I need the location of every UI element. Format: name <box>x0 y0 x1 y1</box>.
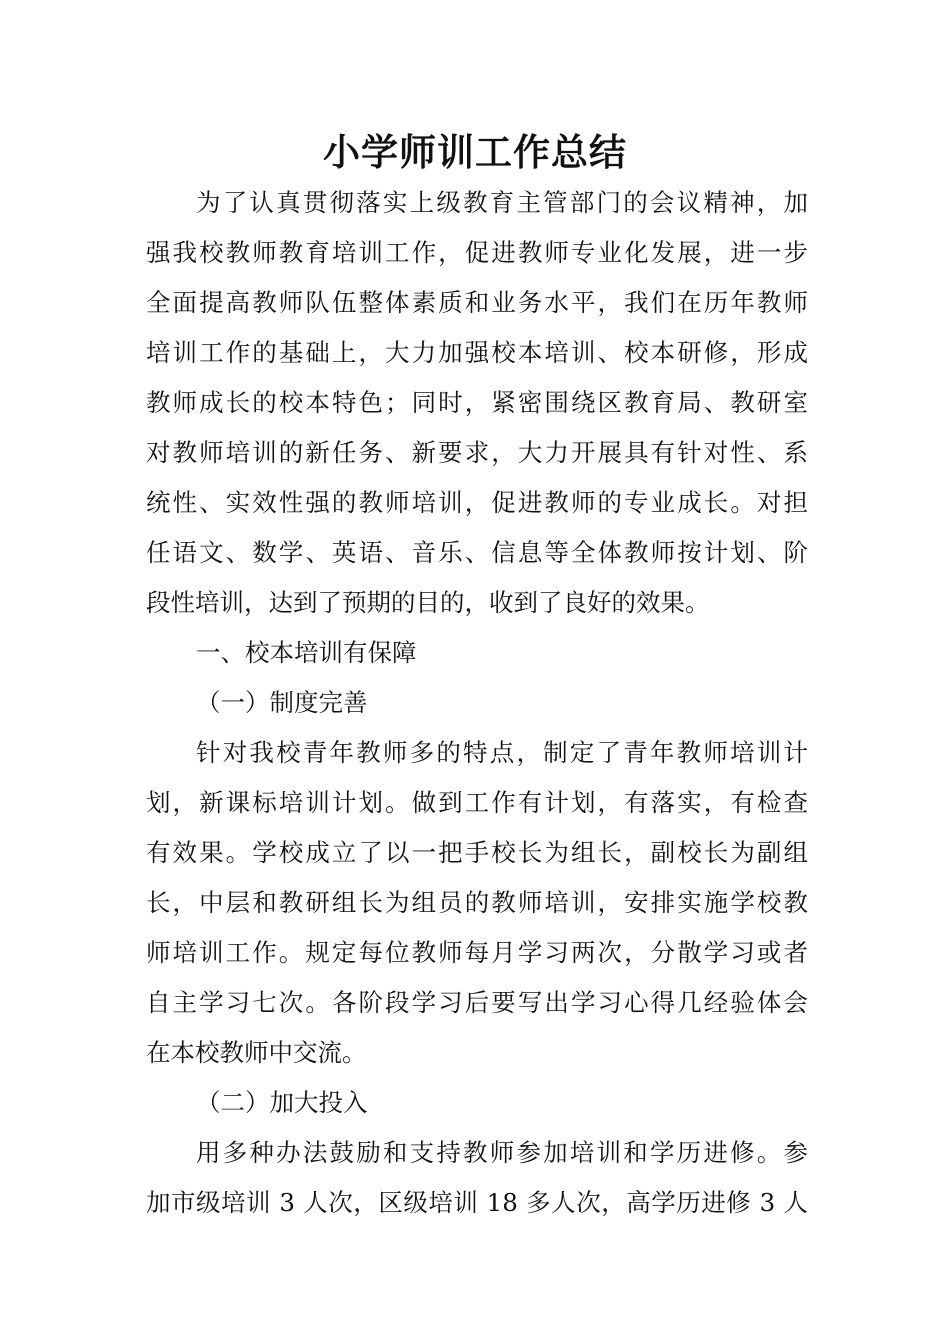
paragraph-2-line: 长，中层和教研组长为组员的教师培训，安排实施学校教 <box>146 888 808 917</box>
paragraph-2-line: 自主学习七次。各阶段学习后要写出学习心得几经验体会 <box>146 988 808 1017</box>
paragraph-1-line: 教师成长的校本特色；同时，紧密围绕区教育局、教研室 <box>146 388 808 417</box>
paragraph-2-line: 师培训工作。规定每位教师每月学习两次，分散学习或者 <box>146 938 808 967</box>
document-title: 小学师训工作总结 <box>323 130 627 174</box>
document-body <box>146 178 808 1228</box>
paragraph-1-line: 培训工作的基础上，大力加强校本培训、校本研修，形成 <box>146 338 808 367</box>
paragraph-1-line: 强我校教师教育培训工作，促进教师专业化发展，进一步 <box>146 238 808 267</box>
paragraph-1-line: 任语文、数学、英语、音乐、信息等全体教师按计划、阶 <box>146 538 808 567</box>
paragraph-2-line: 针对我校青年教师多的特点，制定了青年教师培训计 <box>196 738 808 767</box>
paragraph-2-line: 划，新课标培训计划。做到工作有计划，有落实，有检查 <box>146 788 808 817</box>
paragraph-2-line: 有效果。学校成立了以一把手校长为组长，副校长为副组 <box>146 838 808 867</box>
paragraph-1-line: 为了认真贯彻落实上级教育主管部门的会议精神，加 <box>196 188 808 217</box>
paragraph-3-line: 用多种办法鼓励和支持教师参加培训和学历进修。参 <box>196 1138 808 1167</box>
paragraph-1-line: 统性、实效性强的教师培训，促进教师的专业成长。对担 <box>146 488 808 517</box>
paragraph-1-line: 段性培训，达到了预期的目的，收到了良好的效果。 <box>146 588 710 617</box>
paragraph-2-line: 在本校教师中交流。 <box>146 1038 367 1067</box>
paragraph-1-line: 全面提高教师队伍整体素质和业务水平，我们在历年教师 <box>146 288 808 317</box>
subsection-heading: （二）加大投入 <box>196 1088 368 1117</box>
paragraph-3-line: 加市级培训 3 人次，区级培训 18 多人次，高学历进修 3 人 <box>146 1188 808 1217</box>
section-heading: 一、校本培训有保障 <box>196 638 417 667</box>
paragraph-1-line: 对教师培训的新任务、新要求，大力开展具有针对性、系 <box>146 438 808 467</box>
subsection-heading: （一）制度完善 <box>196 688 368 717</box>
